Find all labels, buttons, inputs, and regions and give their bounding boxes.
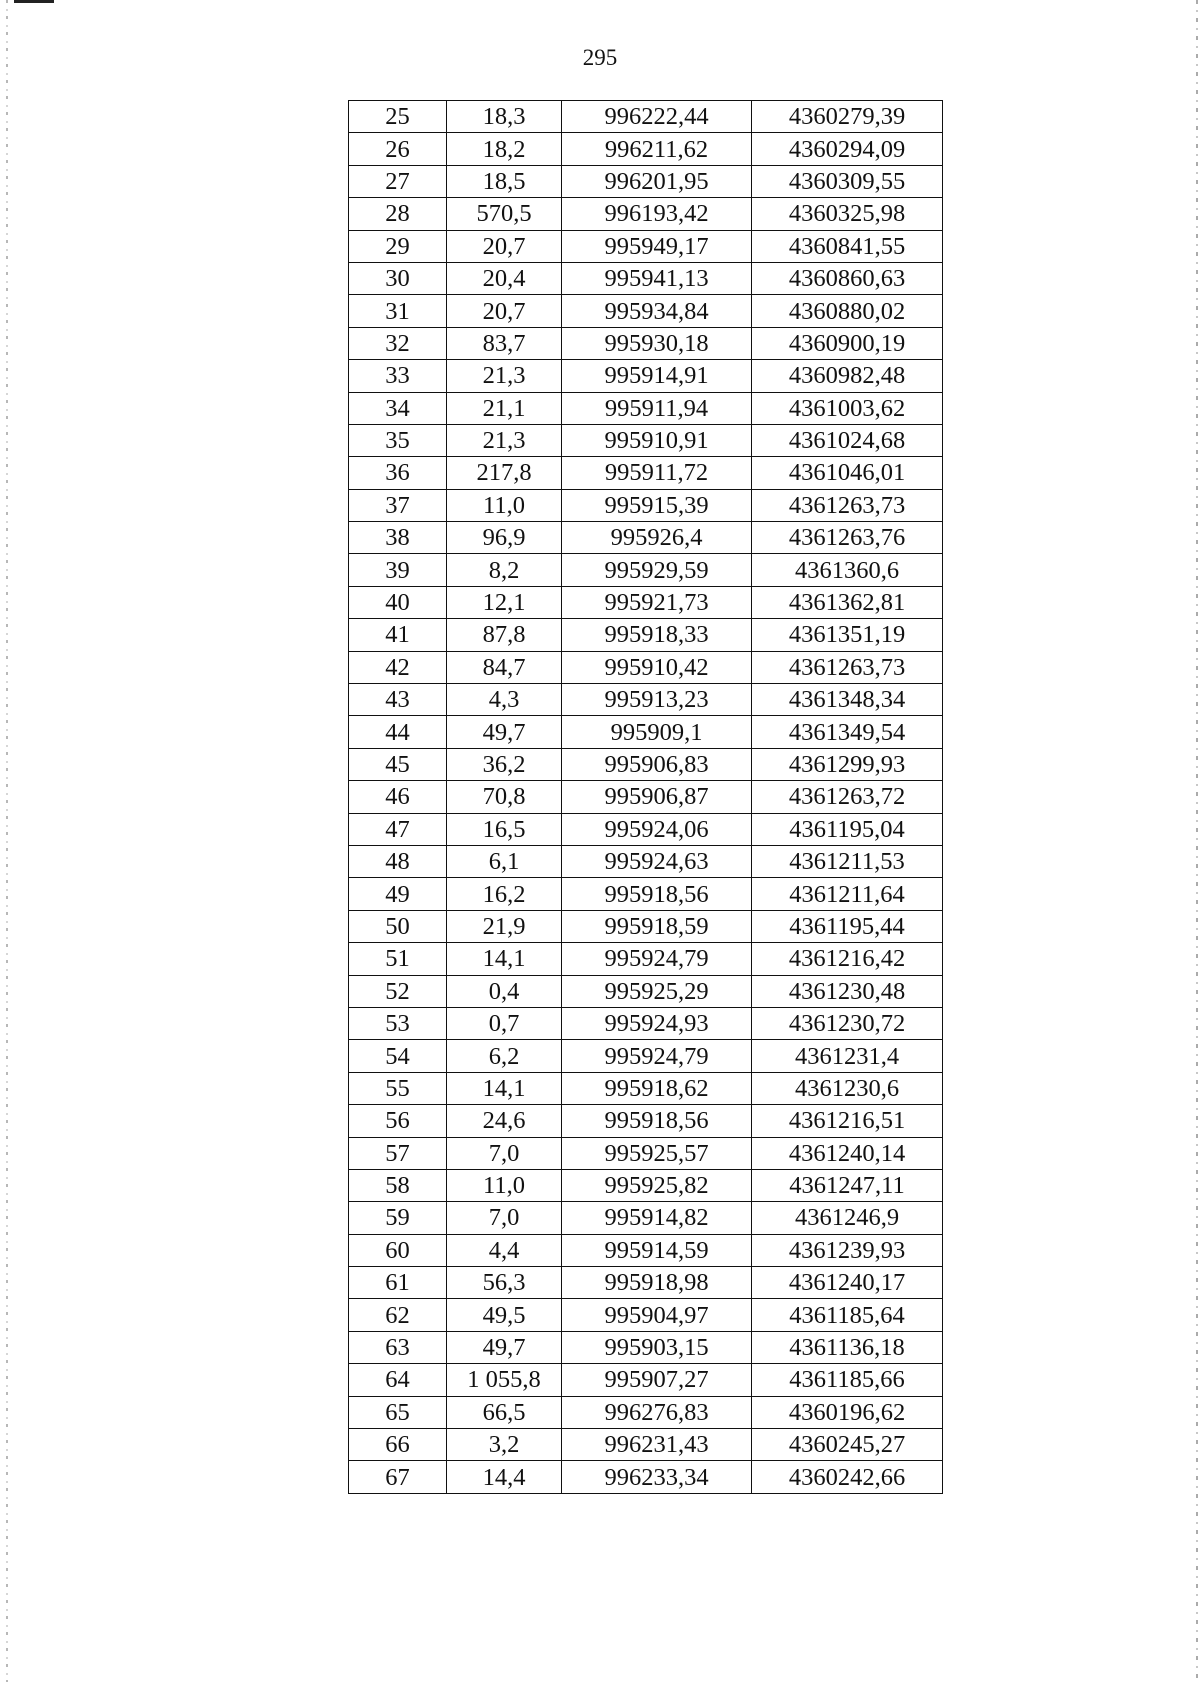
x-coordinate-cell: 995924,06 (562, 813, 752, 845)
y-coordinate-cell: 4361239,93 (752, 1234, 943, 1266)
table-row (349, 457, 943, 489)
table-row (349, 1007, 943, 1039)
distance-cell: 6,2 (447, 1040, 562, 1072)
x-coordinate-cell: 995930,18 (562, 327, 752, 359)
point-number-cell: 53 (349, 1007, 447, 1039)
table-row (349, 748, 943, 780)
y-coordinate-cell: 4361263,72 (752, 781, 943, 813)
x-coordinate-cell: 996222,44 (562, 101, 752, 133)
scan-mark-top (14, 0, 54, 3)
table-row (349, 424, 943, 456)
y-coordinate-cell: 4361216,51 (752, 1105, 943, 1137)
distance-cell: 7,0 (447, 1137, 562, 1169)
distance-cell: 20,7 (447, 295, 562, 327)
distance-cell: 18,2 (447, 133, 562, 165)
distance-cell: 66,5 (447, 1396, 562, 1428)
point-number-cell: 52 (349, 975, 447, 1007)
y-coordinate-cell: 4361211,64 (752, 878, 943, 910)
table-row (349, 813, 943, 845)
distance-cell: 56,3 (447, 1267, 562, 1299)
x-coordinate-cell: 995929,59 (562, 554, 752, 586)
y-coordinate-cell: 4361230,72 (752, 1007, 943, 1039)
x-coordinate-cell: 995909,1 (562, 716, 752, 748)
y-coordinate-cell: 4361263,73 (752, 489, 943, 521)
point-number-cell: 41 (349, 619, 447, 651)
x-coordinate-cell: 995914,82 (562, 1202, 752, 1234)
table-row (349, 133, 943, 165)
distance-cell: 49,7 (447, 1331, 562, 1363)
table-row (349, 522, 943, 554)
coordinates-table (348, 100, 943, 1494)
table-row (349, 101, 943, 133)
x-coordinate-cell: 995926,4 (562, 522, 752, 554)
table-row (349, 781, 943, 813)
x-coordinate-cell: 995934,84 (562, 295, 752, 327)
x-coordinate-cell: 995918,62 (562, 1072, 752, 1104)
point-number-cell: 45 (349, 748, 447, 780)
distance-cell: 70,8 (447, 781, 562, 813)
table-row (349, 392, 943, 424)
distance-cell: 14,1 (447, 943, 562, 975)
x-coordinate-cell: 995913,23 (562, 684, 752, 716)
distance-cell: 20,7 (447, 230, 562, 262)
table-row (349, 910, 943, 942)
x-coordinate-cell: 995941,13 (562, 262, 752, 294)
distance-cell: 4,4 (447, 1234, 562, 1266)
point-number-cell: 27 (349, 165, 447, 197)
point-number-cell: 44 (349, 716, 447, 748)
y-coordinate-cell: 4360880,02 (752, 295, 943, 327)
distance-cell: 49,7 (447, 716, 562, 748)
y-coordinate-cell: 4360900,19 (752, 327, 943, 359)
distance-cell: 0,7 (447, 1007, 562, 1039)
distance-cell: 6,1 (447, 845, 562, 877)
coordinates-table-body (349, 101, 943, 1494)
y-coordinate-cell: 4361185,64 (752, 1299, 943, 1331)
point-number-cell: 47 (349, 813, 447, 845)
distance-cell: 21,3 (447, 360, 562, 392)
x-coordinate-cell: 995918,56 (562, 1105, 752, 1137)
point-number-cell: 38 (349, 522, 447, 554)
point-number-cell: 62 (349, 1299, 447, 1331)
table-row (349, 684, 943, 716)
point-number-cell: 51 (349, 943, 447, 975)
table-row (349, 554, 943, 586)
point-number-cell: 30 (349, 262, 447, 294)
x-coordinate-cell: 996231,43 (562, 1429, 752, 1461)
x-coordinate-cell: 995915,39 (562, 489, 752, 521)
table-row (349, 295, 943, 327)
point-number-cell: 67 (349, 1461, 447, 1493)
table-row (349, 716, 943, 748)
table-row (349, 586, 943, 618)
table-row (349, 1234, 943, 1266)
distance-cell: 24,6 (447, 1105, 562, 1137)
x-coordinate-cell: 995910,91 (562, 424, 752, 456)
distance-cell: 14,4 (447, 1461, 562, 1493)
table-row (349, 651, 943, 683)
table-row (349, 1429, 943, 1461)
y-coordinate-cell: 4361195,04 (752, 813, 943, 845)
point-number-cell: 43 (349, 684, 447, 716)
table-row (349, 1202, 943, 1234)
x-coordinate-cell: 995903,15 (562, 1331, 752, 1363)
x-coordinate-cell: 995924,93 (562, 1007, 752, 1039)
distance-cell: 21,9 (447, 910, 562, 942)
x-coordinate-cell: 996201,95 (562, 165, 752, 197)
x-coordinate-cell: 995906,87 (562, 781, 752, 813)
y-coordinate-cell: 4360841,55 (752, 230, 943, 262)
point-number-cell: 32 (349, 327, 447, 359)
y-coordinate-cell: 4361185,66 (752, 1364, 943, 1396)
y-coordinate-cell: 4361348,34 (752, 684, 943, 716)
y-coordinate-cell: 4361195,44 (752, 910, 943, 942)
x-coordinate-cell: 995925,29 (562, 975, 752, 1007)
y-coordinate-cell: 4361231,4 (752, 1040, 943, 1072)
distance-cell: 21,1 (447, 392, 562, 424)
y-coordinate-cell: 4361240,17 (752, 1267, 943, 1299)
distance-cell: 16,5 (447, 813, 562, 845)
point-number-cell: 36 (349, 457, 447, 489)
y-coordinate-cell: 4361216,42 (752, 943, 943, 975)
x-coordinate-cell: 995925,57 (562, 1137, 752, 1169)
y-coordinate-cell: 4361351,19 (752, 619, 943, 651)
table-row (349, 262, 943, 294)
y-coordinate-cell: 4361240,14 (752, 1137, 943, 1169)
distance-cell: 0,4 (447, 975, 562, 1007)
table-row (349, 327, 943, 359)
x-coordinate-cell: 995949,17 (562, 230, 752, 262)
y-coordinate-cell: 4360309,55 (752, 165, 943, 197)
y-coordinate-cell: 4361360,6 (752, 554, 943, 586)
y-coordinate-cell: 4360294,09 (752, 133, 943, 165)
table-row (349, 878, 943, 910)
y-coordinate-cell: 4361230,6 (752, 1072, 943, 1104)
y-coordinate-cell: 4361299,93 (752, 748, 943, 780)
point-number-cell: 25 (349, 101, 447, 133)
y-coordinate-cell: 4361024,68 (752, 424, 943, 456)
distance-cell: 21,3 (447, 424, 562, 456)
point-number-cell: 33 (349, 360, 447, 392)
point-number-cell: 61 (349, 1267, 447, 1299)
y-coordinate-cell: 4361046,01 (752, 457, 943, 489)
point-number-cell: 37 (349, 489, 447, 521)
table-row (349, 1461, 943, 1493)
y-coordinate-cell: 4361263,76 (752, 522, 943, 554)
distance-cell: 96,9 (447, 522, 562, 554)
x-coordinate-cell: 995910,42 (562, 651, 752, 683)
y-coordinate-cell: 4360860,63 (752, 262, 943, 294)
distance-cell: 8,2 (447, 554, 562, 586)
table-row (349, 1331, 943, 1363)
y-coordinate-cell: 4361247,11 (752, 1169, 943, 1201)
distance-cell: 7,0 (447, 1202, 562, 1234)
distance-cell: 87,8 (447, 619, 562, 651)
distance-cell: 1 055,8 (447, 1364, 562, 1396)
point-number-cell: 54 (349, 1040, 447, 1072)
table-row (349, 845, 943, 877)
point-number-cell: 60 (349, 1234, 447, 1266)
distance-cell: 217,8 (447, 457, 562, 489)
point-number-cell: 35 (349, 424, 447, 456)
table-row (349, 198, 943, 230)
table-row (349, 489, 943, 521)
x-coordinate-cell: 996211,62 (562, 133, 752, 165)
point-number-cell: 46 (349, 781, 447, 813)
y-coordinate-cell: 4361362,81 (752, 586, 943, 618)
point-number-cell: 49 (349, 878, 447, 910)
y-coordinate-cell: 4361211,53 (752, 845, 943, 877)
distance-cell: 83,7 (447, 327, 562, 359)
distance-cell: 14,1 (447, 1072, 562, 1104)
point-number-cell: 50 (349, 910, 447, 942)
table-row (349, 1299, 943, 1331)
point-number-cell: 39 (349, 554, 447, 586)
point-number-cell: 55 (349, 1072, 447, 1104)
table-row (349, 943, 943, 975)
y-coordinate-cell: 4360196,62 (752, 1396, 943, 1428)
x-coordinate-cell: 996233,34 (562, 1461, 752, 1493)
point-number-cell: 65 (349, 1396, 447, 1428)
y-coordinate-cell: 4361136,18 (752, 1331, 943, 1363)
table-row (349, 1396, 943, 1428)
scan-edge-right (1196, 0, 1198, 1682)
y-coordinate-cell: 4361246,9 (752, 1202, 943, 1234)
x-coordinate-cell: 995911,94 (562, 392, 752, 424)
y-coordinate-cell: 4361349,54 (752, 716, 943, 748)
x-coordinate-cell: 995918,59 (562, 910, 752, 942)
x-coordinate-cell: 995918,56 (562, 878, 752, 910)
point-number-cell: 64 (349, 1364, 447, 1396)
y-coordinate-cell: 4360325,98 (752, 198, 943, 230)
x-coordinate-cell: 995914,91 (562, 360, 752, 392)
point-number-cell: 29 (349, 230, 447, 262)
point-number-cell: 28 (349, 198, 447, 230)
distance-cell: 18,3 (447, 101, 562, 133)
distance-cell: 570,5 (447, 198, 562, 230)
x-coordinate-cell: 995907,27 (562, 1364, 752, 1396)
y-coordinate-cell: 4361263,73 (752, 651, 943, 683)
distance-cell: 16,2 (447, 878, 562, 910)
table-row (349, 975, 943, 1007)
table-row (349, 1072, 943, 1104)
y-coordinate-cell: 4360279,39 (752, 101, 943, 133)
distance-cell: 49,5 (447, 1299, 562, 1331)
y-coordinate-cell: 4360242,66 (752, 1461, 943, 1493)
point-number-cell: 58 (349, 1169, 447, 1201)
distance-cell: 3,2 (447, 1429, 562, 1461)
point-number-cell: 34 (349, 392, 447, 424)
table-row (349, 1169, 943, 1201)
x-coordinate-cell: 995904,97 (562, 1299, 752, 1331)
x-coordinate-cell: 996193,42 (562, 198, 752, 230)
y-coordinate-cell: 4360245,27 (752, 1429, 943, 1461)
point-number-cell: 63 (349, 1331, 447, 1363)
table-row (349, 1364, 943, 1396)
distance-cell: 11,0 (447, 1169, 562, 1201)
x-coordinate-cell: 995924,79 (562, 1040, 752, 1072)
x-coordinate-cell: 995924,63 (562, 845, 752, 877)
x-coordinate-cell: 996276,83 (562, 1396, 752, 1428)
distance-cell: 84,7 (447, 651, 562, 683)
table-row (349, 1137, 943, 1169)
x-coordinate-cell: 995914,59 (562, 1234, 752, 1266)
table-row (349, 165, 943, 197)
point-number-cell: 40 (349, 586, 447, 618)
x-coordinate-cell: 995918,98 (562, 1267, 752, 1299)
point-number-cell: 66 (349, 1429, 447, 1461)
point-number-cell: 42 (349, 651, 447, 683)
table-row (349, 619, 943, 651)
table-row (349, 1040, 943, 1072)
x-coordinate-cell: 995924,79 (562, 943, 752, 975)
point-number-cell: 59 (349, 1202, 447, 1234)
x-coordinate-cell: 995911,72 (562, 457, 752, 489)
table-row (349, 1267, 943, 1299)
distance-cell: 18,5 (447, 165, 562, 197)
distance-cell: 36,2 (447, 748, 562, 780)
x-coordinate-cell: 995921,73 (562, 586, 752, 618)
table-row (349, 1105, 943, 1137)
distance-cell: 20,4 (447, 262, 562, 294)
distance-cell: 11,0 (447, 489, 562, 521)
x-coordinate-cell: 995925,82 (562, 1169, 752, 1201)
point-number-cell: 56 (349, 1105, 447, 1137)
point-number-cell: 57 (349, 1137, 447, 1169)
x-coordinate-cell: 995918,33 (562, 619, 752, 651)
table-row (349, 360, 943, 392)
table-row (349, 230, 943, 262)
page-number: 295 (582, 45, 618, 70)
y-coordinate-cell: 4361003,62 (752, 392, 943, 424)
x-coordinate-cell: 995906,83 (562, 748, 752, 780)
distance-cell: 12,1 (447, 586, 562, 618)
point-number-cell: 31 (349, 295, 447, 327)
y-coordinate-cell: 4360982,48 (752, 360, 943, 392)
distance-cell: 4,3 (447, 684, 562, 716)
point-number-cell: 48 (349, 845, 447, 877)
y-coordinate-cell: 4361230,48 (752, 975, 943, 1007)
point-number-cell: 26 (349, 133, 447, 165)
scan-edge-left (6, 0, 8, 1682)
